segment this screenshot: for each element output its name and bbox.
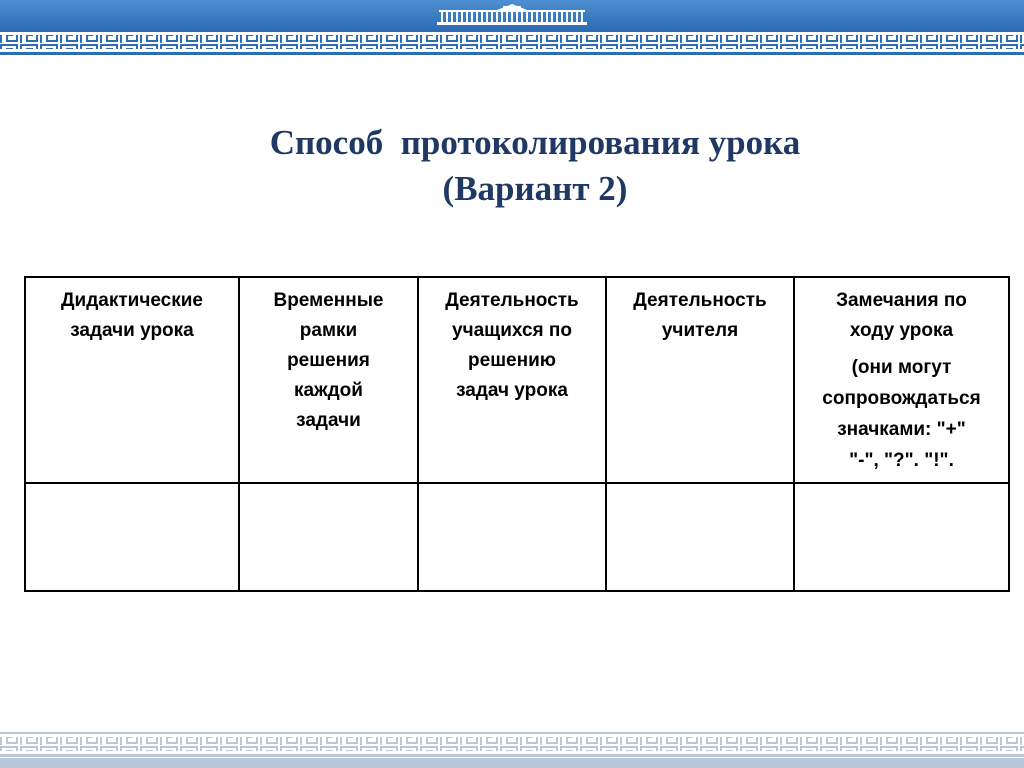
header-text-line: Деятельность bbox=[445, 290, 579, 311]
header-cell-teacher-activity bbox=[606, 277, 794, 483]
remark-note-line: (они могут bbox=[851, 357, 952, 378]
remark-note-line: "-", "?". "!". bbox=[849, 450, 954, 471]
header-text-line: Дидактические bbox=[60, 290, 203, 311]
table-cell bbox=[606, 483, 794, 591]
header-band bbox=[0, 0, 1024, 30]
greek-key-ornament-bottom bbox=[0, 732, 1024, 758]
header-text-line: задач урока bbox=[456, 380, 568, 401]
table-header-row bbox=[25, 277, 1009, 483]
table-cell bbox=[794, 483, 1009, 591]
header-text-line: ходу урока bbox=[849, 320, 954, 341]
table-row bbox=[25, 483, 1009, 591]
header-cell-remarks bbox=[794, 277, 1009, 483]
slide-title bbox=[0, 120, 1024, 212]
header-text-line: каждой bbox=[294, 380, 363, 401]
header-text-line: учащихся по bbox=[452, 320, 572, 341]
table-cell bbox=[239, 483, 418, 591]
title-line-2: (Вариант 2) bbox=[442, 169, 628, 208]
header-text-line: рамки bbox=[299, 320, 358, 341]
header-text-line: решения bbox=[287, 350, 370, 371]
table-cell bbox=[25, 483, 239, 591]
title-line-1: Способ протоколирования урока bbox=[269, 123, 801, 162]
remark-note-line: сопровождаться bbox=[822, 388, 981, 409]
greek-key-ornament-top bbox=[0, 30, 1024, 56]
header-text-line: решению bbox=[468, 350, 556, 371]
header-text-line: задачи урока bbox=[70, 320, 194, 341]
header-cell-time-frames bbox=[239, 277, 418, 483]
header-cell-didactic-tasks bbox=[25, 277, 239, 483]
remark-note bbox=[799, 352, 1004, 476]
header-text-line: учителя bbox=[661, 320, 739, 341]
protocol-table bbox=[24, 276, 1010, 592]
header-cell-student-activity bbox=[418, 277, 606, 483]
header-text-line: задачи bbox=[296, 410, 361, 431]
header-text-line: Временные bbox=[273, 290, 384, 311]
building-logo-icon bbox=[437, 3, 587, 27]
header-text-line: Замечания по bbox=[836, 290, 967, 311]
remark-note-line: значками: "+" bbox=[837, 419, 966, 440]
footer-band bbox=[0, 758, 1024, 768]
table-cell bbox=[418, 483, 606, 591]
header-text-line: Деятельность bbox=[633, 290, 767, 311]
